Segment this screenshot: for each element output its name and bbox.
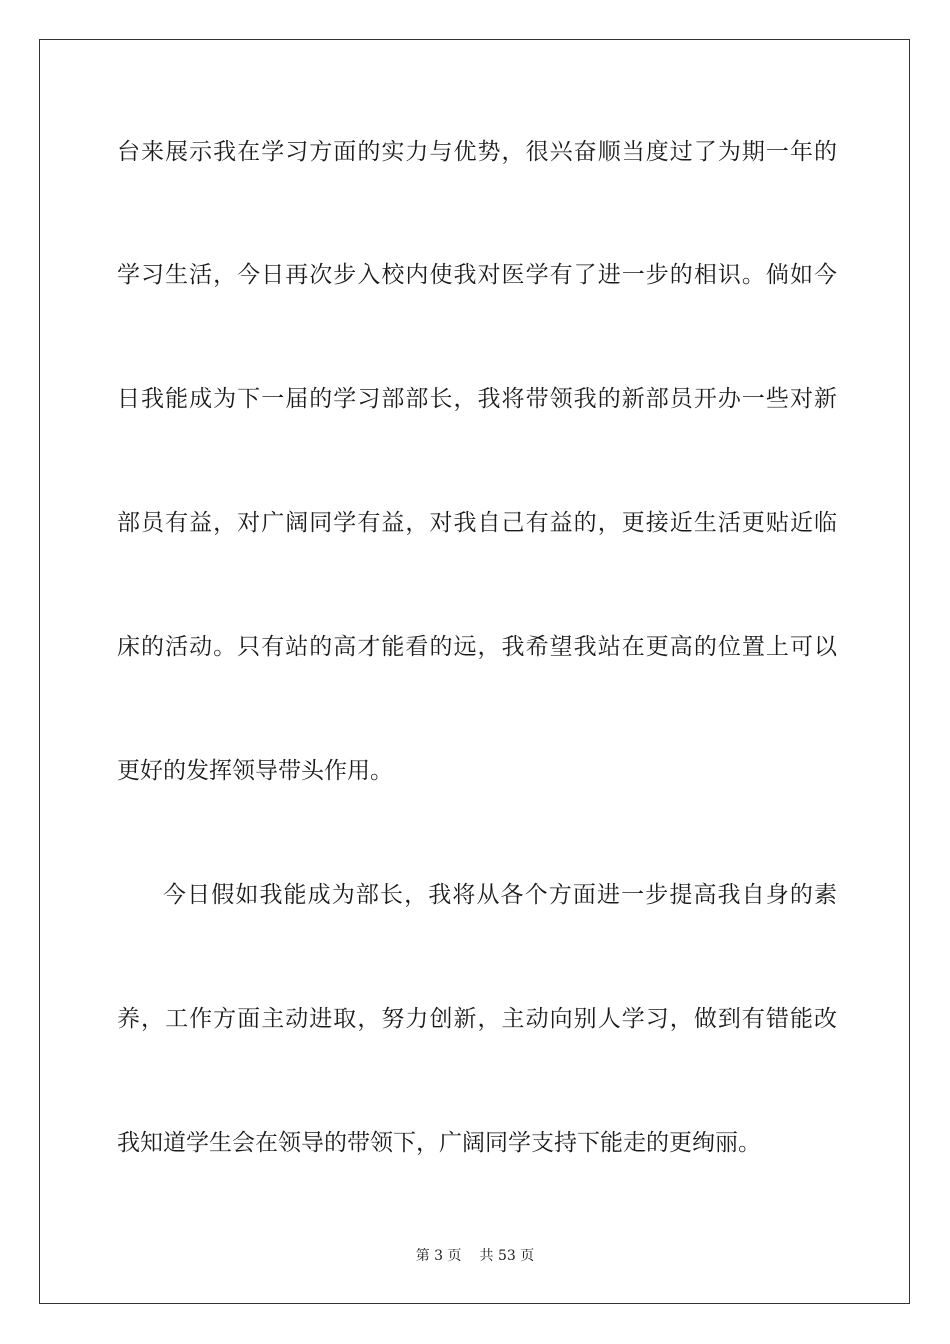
body-line-5: 床的活动。只有站的高才能看的远，我希望我站在更高的位置上可以 — [117, 634, 837, 660]
body-line-6: 更好的发挥领导带头作用。 — [117, 758, 393, 784]
page-footer — [0, 1245, 950, 1265]
page-number: 第 3 页 — [415, 1248, 462, 1264]
page-total: 共 53 页 — [479, 1248, 535, 1264]
body-line-7-paragraph-start: 今日假如我能成为部长，我将从各个方面进一步提高我自身的素 — [163, 882, 837, 908]
body-line-4: 部员有益，对广阔同学有益，对我自己有益的，更接近生活更贴近临 — [117, 510, 837, 536]
body-line-3: 日我能成为下一届的学习部部长，我将带领我的新部员开办一些对新 — [117, 386, 837, 412]
body-line-1: 台来展示我在学习方面的实力与优势，很兴奋顺当度过了为期一年的 — [117, 139, 837, 165]
page-frame — [39, 39, 910, 1304]
body-line-8: 养，工作方面主动进取，努力创新，主动向别人学习，做到有错能改 — [117, 1006, 837, 1032]
body-line-2: 学习生活，今日再次步入校内使我对医学有了进一步的相识。倘如今 — [117, 262, 837, 288]
body-line-9: 我知道学生会在领导的带领下，广阔同学支持下能走的更绚丽。 — [117, 1130, 761, 1156]
